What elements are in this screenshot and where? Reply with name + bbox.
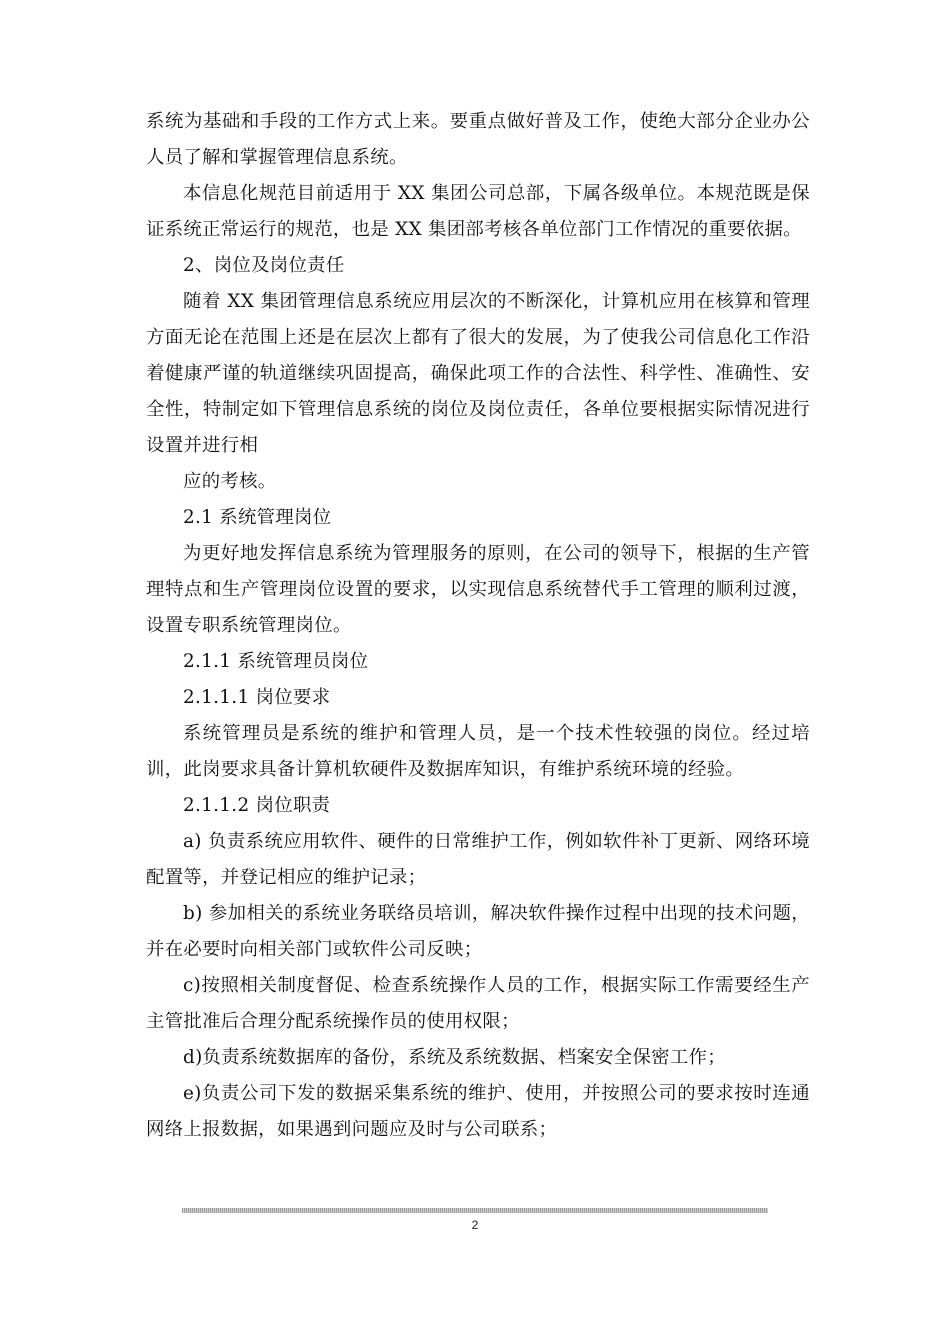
paragraph: 为更好地发挥信息系统为管理服务的原则，在公司的领导下，根据的生产管理特点和生产管理岗位设置的要求，以实现信息系统替代手工管理的顺利过渡，设置专职系统管理岗位。: [146, 543, 810, 636]
paragraph: 随着 XX 集团管理信息系统应用层次的不断深化，计算机应用在核算和管理方面无论在范围上还是在层次上都有了很大的发展，为了使我公司信息化工作沿着健康严谨的轨道继续巩固提高，确保此项工作的合法性、科学性、准确性、安全性，特制定如下管理信息系统的岗位及岗位责任，各单位要根据实际情况进行设置并进行相: [146, 291, 810, 456]
section-heading: 2.1.1.2 岗位职责: [183, 795, 331, 816]
paragraph: 应的考核。: [183, 471, 277, 492]
list-item: b) 参加相关的系统业务联络员培训，解决软件操作过程中出现的技术问题，并在必要时向相关部门或软件公司反映；: [146, 903, 810, 960]
section-heading: 2、岗位及岗位责任: [183, 255, 345, 276]
section-heading: 2.1.1.1 岗位要求: [183, 687, 331, 708]
list-item: c)按照相关制度督促、检查系统操作人员的工作，根据实际工作需要经生产主管批准后合理分配系统操作员的使用权限；: [146, 975, 810, 1032]
section-heading: 2.1 系统管理岗位: [183, 507, 332, 528]
paragraph: 系统为基础和手段的工作方式上来。要重点做好普及工作，使绝大部分企业办公人员了解和掌握管理信息系统。: [146, 111, 810, 168]
list-item: a) 负责系统应用软件、硬件的日常维护工作，例如软件补丁更新、网络环境配置等，并登记相应的维护记录；: [146, 831, 810, 888]
paragraph: 系统管理员是系统的维护和管理人员，是一个技术性较强的岗位。经过培训，此岗要求具备计算机软硬件及数据库知识，有维护系统环境的经验。: [146, 723, 810, 780]
document-body: [146, 104, 810, 1148]
footer-divider: [182, 1208, 768, 1213]
paragraph: 本信息化规范目前适用于 XX 集团公司总部，下属各级单位。本规范既是保证系统正常运行的规范，也是 XX 集团部考核各单位部门工作情况的重要依据。: [146, 183, 810, 240]
list-item: d)负责系统数据库的备份，系统及系统数据、档案安全保密工作；: [183, 1047, 726, 1068]
page-number: 2: [471, 1218, 479, 1232]
section-heading: 2.1.1 系统管理员岗位: [183, 651, 369, 672]
list-item: e)负责公司下发的数据采集系统的维护、使用，并按照公司的要求按时连通网络上报数据，如果遇到问题应及时与公司联系；: [146, 1083, 810, 1140]
